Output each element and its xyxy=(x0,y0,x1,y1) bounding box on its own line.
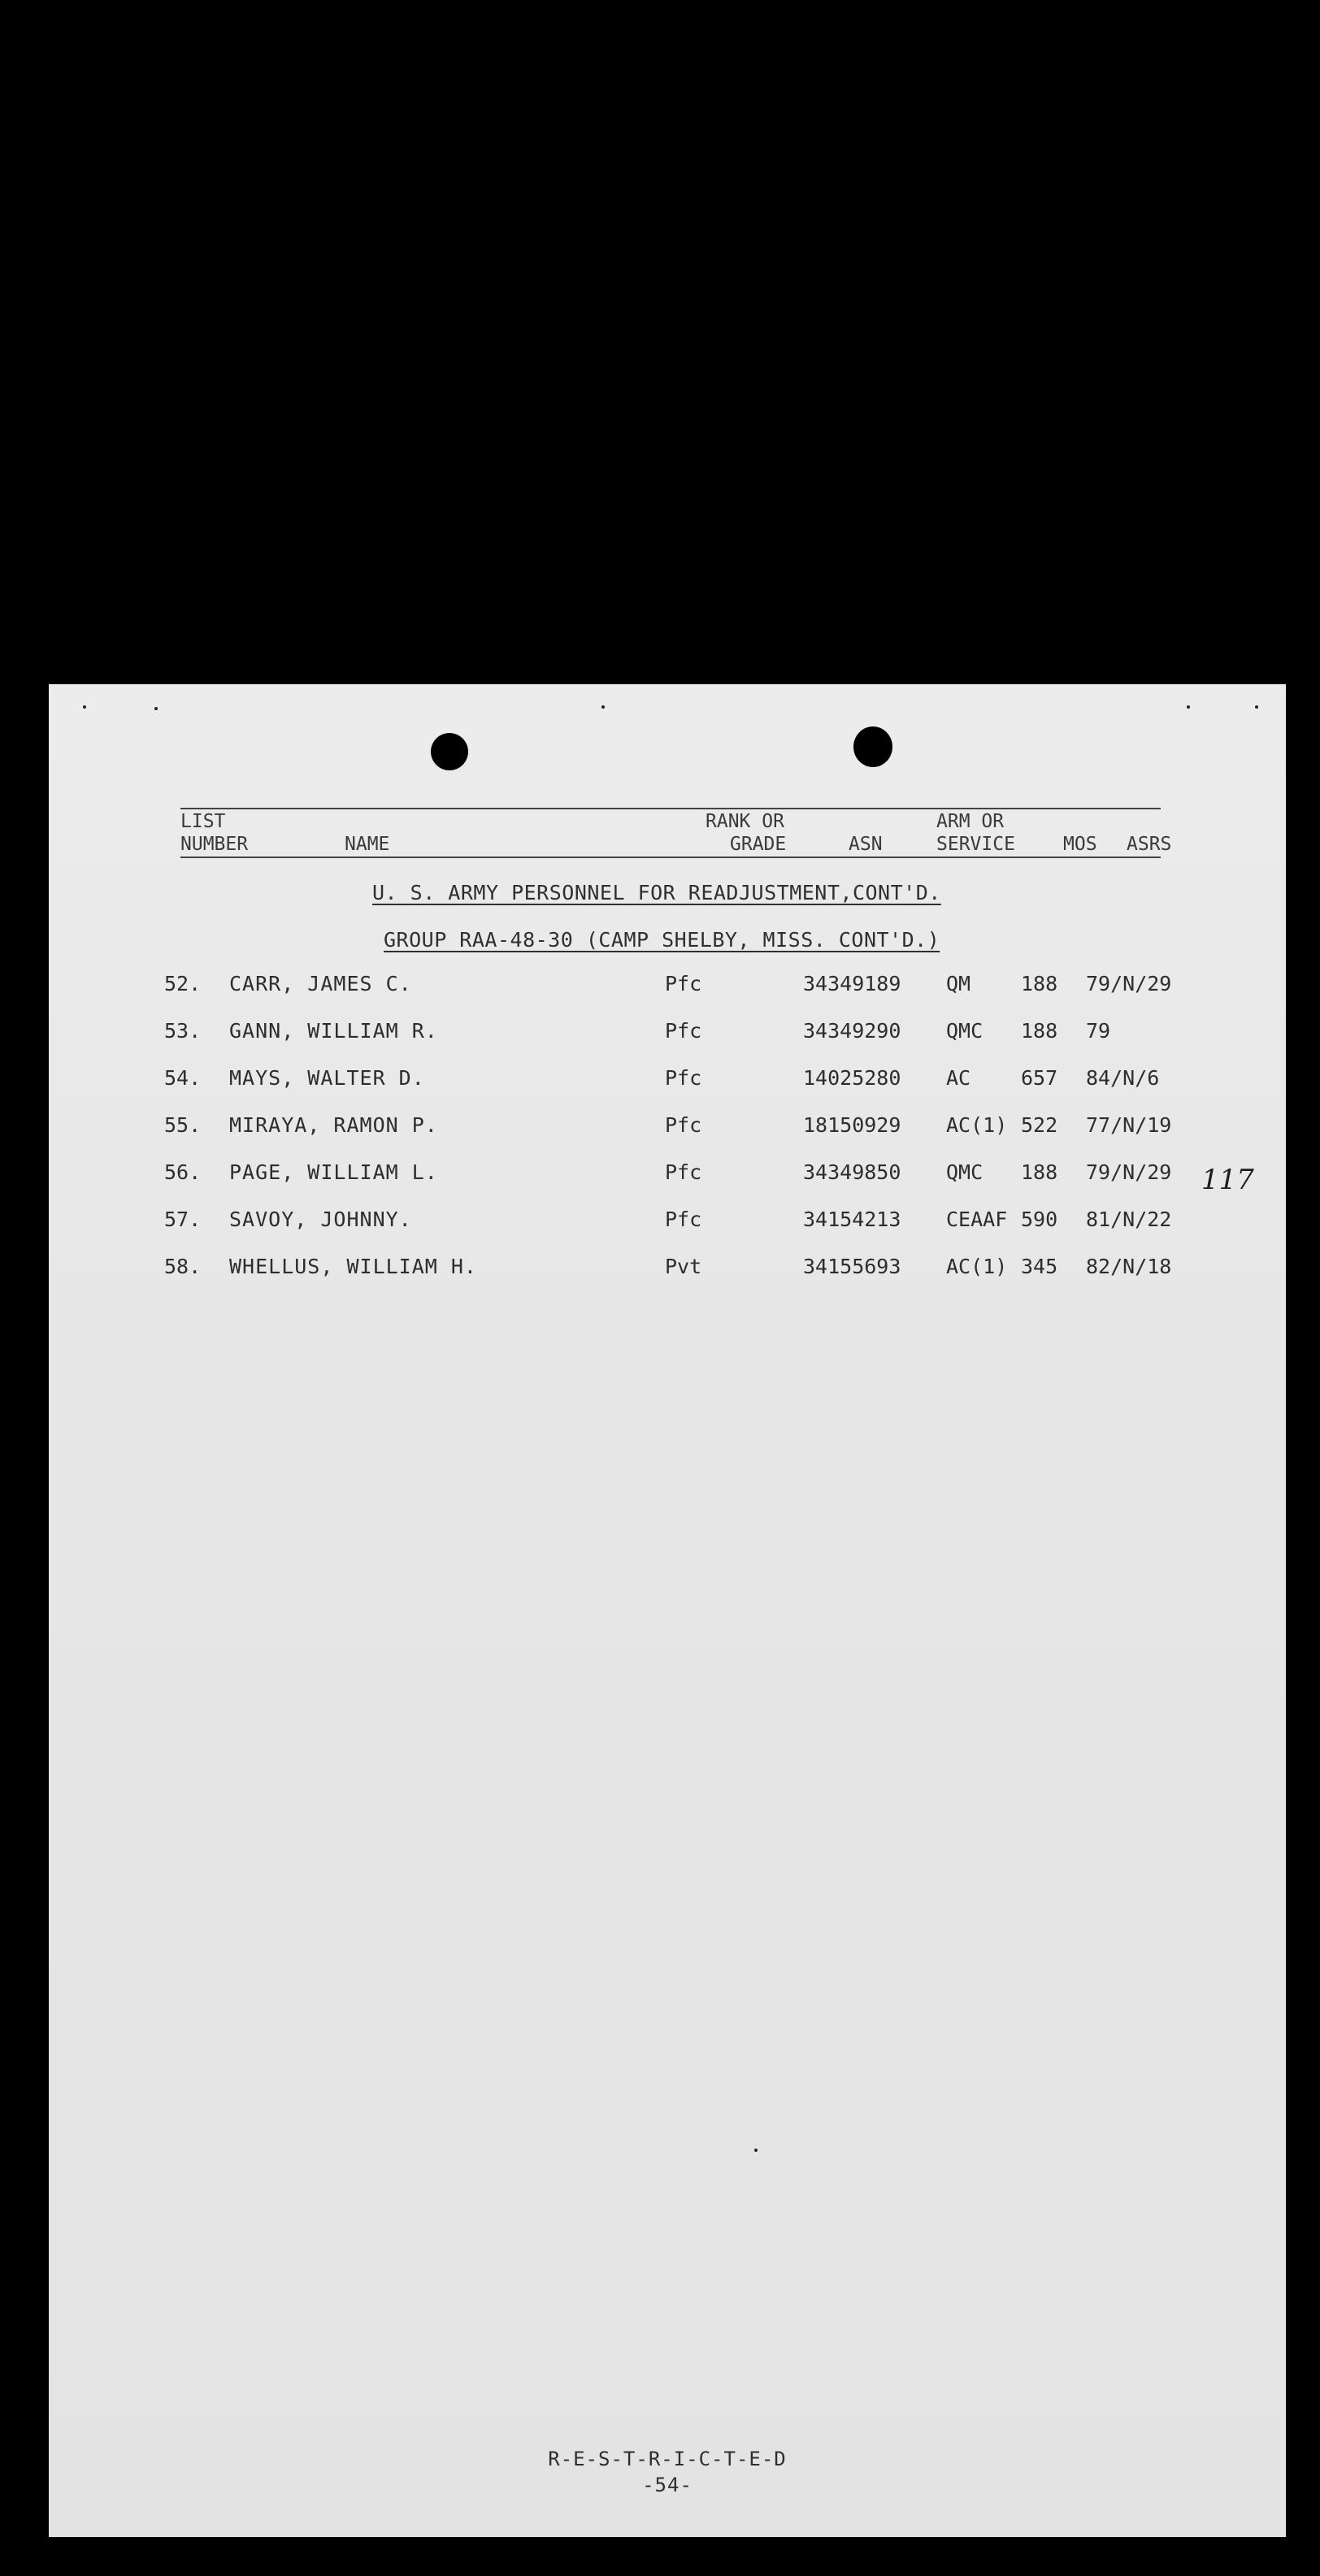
list-number: 58. xyxy=(164,1255,202,1278)
table-row xyxy=(49,970,1286,998)
list-number: 57. xyxy=(164,1208,202,1231)
table-row xyxy=(49,1017,1286,1045)
table-row xyxy=(49,1112,1286,1139)
rank: Pfc xyxy=(665,1160,702,1184)
mos: 188 xyxy=(1021,1019,1058,1043)
personnel-name: SAVOY, JOHNNY. xyxy=(229,1208,412,1231)
asrs: 82/N/18 xyxy=(1086,1255,1172,1278)
mos: 188 xyxy=(1021,1160,1058,1184)
asrs: 81/N/22 xyxy=(1086,1208,1172,1231)
header-list: LIST xyxy=(180,811,226,832)
asn: 34349189 xyxy=(803,972,901,995)
personnel-name: MIRAYA, RAMON P. xyxy=(229,1113,438,1137)
mos: 657 xyxy=(1021,1066,1058,1090)
list-number: 52. xyxy=(164,972,202,995)
mos: 188 xyxy=(1021,972,1058,995)
mos: 590 xyxy=(1021,1208,1058,1231)
asrs: 79/N/29 xyxy=(1086,972,1172,995)
header-name: NAME xyxy=(345,834,390,855)
header-arm: ARM OR xyxy=(936,811,1005,832)
list-number: 53. xyxy=(164,1019,202,1043)
arm-service: QM xyxy=(946,972,971,995)
rank: Pvt xyxy=(665,1255,702,1278)
header-mos: MOS xyxy=(1063,834,1097,855)
mos: 345 xyxy=(1021,1255,1058,1278)
handwritten-annotation: 117 xyxy=(1201,1164,1254,1196)
scan-speck xyxy=(154,707,158,710)
classification-marking: R-E-S-T-R-I-C-T-E-D xyxy=(548,2448,787,2470)
arm-service: QMC xyxy=(946,1160,983,1184)
asn: 34349850 xyxy=(803,1160,901,1184)
table-row xyxy=(49,1065,1286,1092)
table-row xyxy=(49,1253,1286,1281)
arm-service: CEAAF xyxy=(946,1208,1008,1231)
header-asn: ASN xyxy=(849,834,883,855)
rank: Pfc xyxy=(665,1066,702,1090)
punch-hole-right xyxy=(853,726,892,767)
asn: 14025280 xyxy=(803,1066,901,1090)
asrs: 79/N/29 xyxy=(1086,1160,1172,1184)
mos: 522 xyxy=(1021,1113,1058,1137)
personnel-name: WHELLUS, WILLIAM H. xyxy=(229,1255,477,1278)
page-number: -54- xyxy=(642,2474,693,2496)
rank: Pfc xyxy=(665,1208,702,1231)
asn: 18150929 xyxy=(803,1113,901,1137)
header-asrs: ASRS xyxy=(1127,834,1172,855)
scan-speck xyxy=(1255,705,1258,709)
document-page xyxy=(49,684,1286,2537)
scan-speck xyxy=(601,705,605,709)
punch-hole-left xyxy=(431,733,468,770)
scan-speck xyxy=(83,705,86,709)
header-service: SERVICE xyxy=(936,834,1015,855)
asn: 34154213 xyxy=(803,1208,901,1231)
scan-speck xyxy=(754,2149,758,2152)
table-row xyxy=(49,1159,1286,1186)
header-grade: GRADE xyxy=(730,834,787,855)
asrs: 79 xyxy=(1086,1019,1111,1043)
list-number: 54. xyxy=(164,1066,202,1090)
header-bottom-rule xyxy=(180,856,1161,858)
table-row xyxy=(49,1206,1286,1234)
arm-service: QMC xyxy=(946,1019,983,1043)
personnel-name: PAGE, WILLIAM L. xyxy=(229,1160,438,1184)
personnel-name: MAYS, WALTER D. xyxy=(229,1066,425,1090)
asn: 34349290 xyxy=(803,1019,901,1043)
scan-speck xyxy=(1187,705,1190,709)
document-title: U. S. ARMY PERSONNEL FOR READJUSTMENT,CONT'D. xyxy=(372,881,941,904)
asrs: 77/N/19 xyxy=(1086,1113,1172,1137)
personnel-name: GANN, WILLIAM R. xyxy=(229,1019,438,1043)
group-title: GROUP RAA-48-30 (CAMP SHELBY, MISS. CONT'D.) xyxy=(384,928,940,952)
arm-service: AC xyxy=(946,1066,971,1090)
header-number: NUMBER xyxy=(180,834,249,855)
asn: 34155693 xyxy=(803,1255,901,1278)
arm-service: AC(1) xyxy=(946,1113,1008,1137)
header-rank: RANK OR xyxy=(706,811,784,832)
rank: Pfc xyxy=(665,972,702,995)
rank: Pfc xyxy=(665,1113,702,1137)
header-top-rule xyxy=(180,808,1161,809)
rank: Pfc xyxy=(665,1019,702,1043)
list-number: 56. xyxy=(164,1160,202,1184)
asrs: 84/N/6 xyxy=(1086,1066,1160,1090)
personnel-name: CARR, JAMES C. xyxy=(229,972,412,995)
arm-service: AC(1) xyxy=(946,1255,1008,1278)
list-number: 55. xyxy=(164,1113,202,1137)
